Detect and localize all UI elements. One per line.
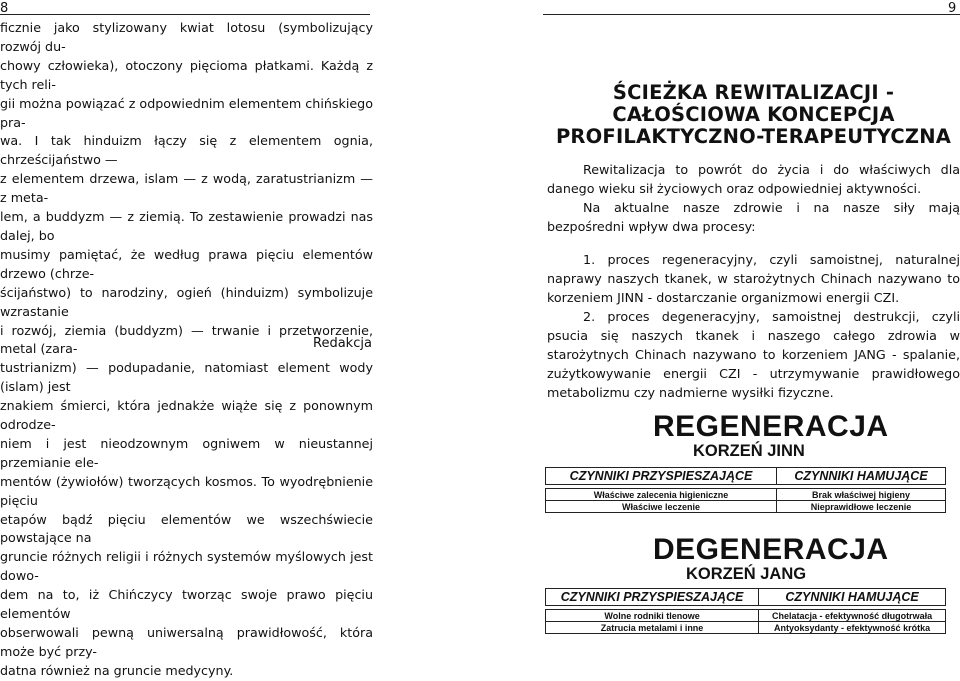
signature: Redakcja xyxy=(313,336,372,351)
body-line: gii można powiązać z odpowiednim elementem chińskiego pra- xyxy=(0,95,373,130)
regeneration-table xyxy=(545,467,946,513)
body-line: i rozwój, ziemia (buddyzm) — trwanie i przetworzenie, metal (zara- xyxy=(0,322,373,357)
body-line: ficznie jako stylizowany kwiat lotosu (symbolizujący rozwój du- xyxy=(0,20,373,54)
table-cell: Chelatacja - efektywność długotrwała xyxy=(759,610,946,622)
regeneration-heading: REGENERACJA xyxy=(653,410,889,443)
col-header-inhibiting: CZYNNIKI HAMUJĄCE xyxy=(759,589,946,606)
degeneration-heading: DEGENERACJA xyxy=(653,533,889,566)
body-line: dem na to, iż Chińczycy tworząc swoje prawo pięciu elementów xyxy=(0,587,373,622)
table-cell: Zatrucia metalami i inne xyxy=(546,622,759,634)
body-line: lem, a buddyzm — z ziemią. To zestawienie prowadzi nas dalej, bo xyxy=(0,209,373,243)
col-header-inhibiting: CZYNNIKI HAMUJĄCE xyxy=(777,468,946,485)
left-page-number: 8 xyxy=(0,1,9,16)
paragraph: Na aktualne nasze zdrowie i na nasze siły mają bezpośredni wpływ dwa procesy: xyxy=(547,200,960,234)
body-line: mentów (żywiołów) tworzących kosmos. To wyodrębnienie pięciu xyxy=(0,473,373,508)
degeneration-subheading: KORZEŃ JANG xyxy=(686,565,807,583)
table-cell: Właściwe zalecenia higieniczne xyxy=(546,489,777,501)
paragraph: 1. proces regeneracyjny, czyli samoistnej, naturalnej naprawy naszych tkanek, w starożytnych Chinach nazywano to korzeniem JINN - dostarczanie organizmowi energii CZI. xyxy=(547,252,960,305)
title-line: ŚCIEŻKA REWITALIZACJI - xyxy=(612,81,895,104)
body-line: datna również na gruncie medycyny. xyxy=(0,662,234,678)
table-cell: Właściwe leczenie xyxy=(546,501,777,513)
table-cell: Antyoksydanty - efektywność krótka xyxy=(759,622,946,634)
body-line: tustrianizm) — podupadanie, natomiast element wody (islam) jest xyxy=(0,360,373,395)
article-title xyxy=(547,82,960,148)
degeneration-table xyxy=(545,588,946,634)
col-header-accelerating: CZYNNIKI PRZYSPIESZAJĄCE xyxy=(546,589,759,606)
body-line: znakiem śmierci, która jednakże wiąże się z ponownym odrodze- xyxy=(0,398,373,433)
body-line: chowy człowieka), otoczony pięcioma płatkami. Każdą z tych reli- xyxy=(0,57,373,92)
body-line: etapów bądź pięciu elementów we wszechświecie powstające na xyxy=(0,511,373,546)
right-page-body xyxy=(547,160,960,402)
body-line: gruncie różnych religii i różnych systemów myślowych jest dowo- xyxy=(0,549,373,584)
body-line: musimy pamiętać, że według prawa pięciu elementów drzewo (chrze- xyxy=(0,246,373,281)
regeneration-subheading: KORZEŃ JINN xyxy=(693,442,805,460)
title-line: PROFILAKTYCZNO-TERAPEUTYCZNA xyxy=(555,125,952,148)
table-cell: Nieprawidłowe leczenie xyxy=(777,501,946,513)
right-header-rule xyxy=(543,14,960,15)
table-cell: Brak właściwej higieny xyxy=(777,489,946,501)
col-header-accelerating: CZYNNIKI PRZYSPIESZAJĄCE xyxy=(546,468,777,485)
body-line: obserwowali pewną uniwersalną prawidłowość, która może być przy- xyxy=(0,625,373,659)
left-header-rule xyxy=(0,14,370,15)
right-page-number: 9 xyxy=(948,1,957,16)
paragraph: Rewitalizacja to powrót do życia i do właściwych dla danego wieku sił życiowych oraz odpowiedniej aktywności. xyxy=(547,162,960,196)
title-line: CAŁOŚCIOWA KONCEPCJA xyxy=(612,103,895,126)
body-line: wa. I tak hinduizm łączy się z elementem ognia, chrześcijaństwo — xyxy=(0,133,373,168)
table-cell: Wolne rodniki tlenowe xyxy=(546,610,759,622)
body-line: z elementem drzewa, islam — z wodą, zaratustrianizm — z meta- xyxy=(0,171,373,206)
paragraph: 2. proces degeneracyjny, samoistnej destrukcji, czyli psucia się naszych tkanek i naszego całego zdrowia w starożytnych Chinach nazywano to korzeniem JANG - spalanie, zużytkowywanie energii CZI - utrzymywanie prawidłowego metabolizmu czy nadmierne wysiłki fizyczne. xyxy=(547,309,960,400)
body-line: niem i jest nieodzownym ogniwem w nieustannej przemianie ele- xyxy=(0,435,373,470)
body-line: ścijaństwo) to narodziny, ogień (hinduizm) symbolizuje wzrastanie xyxy=(0,284,373,319)
